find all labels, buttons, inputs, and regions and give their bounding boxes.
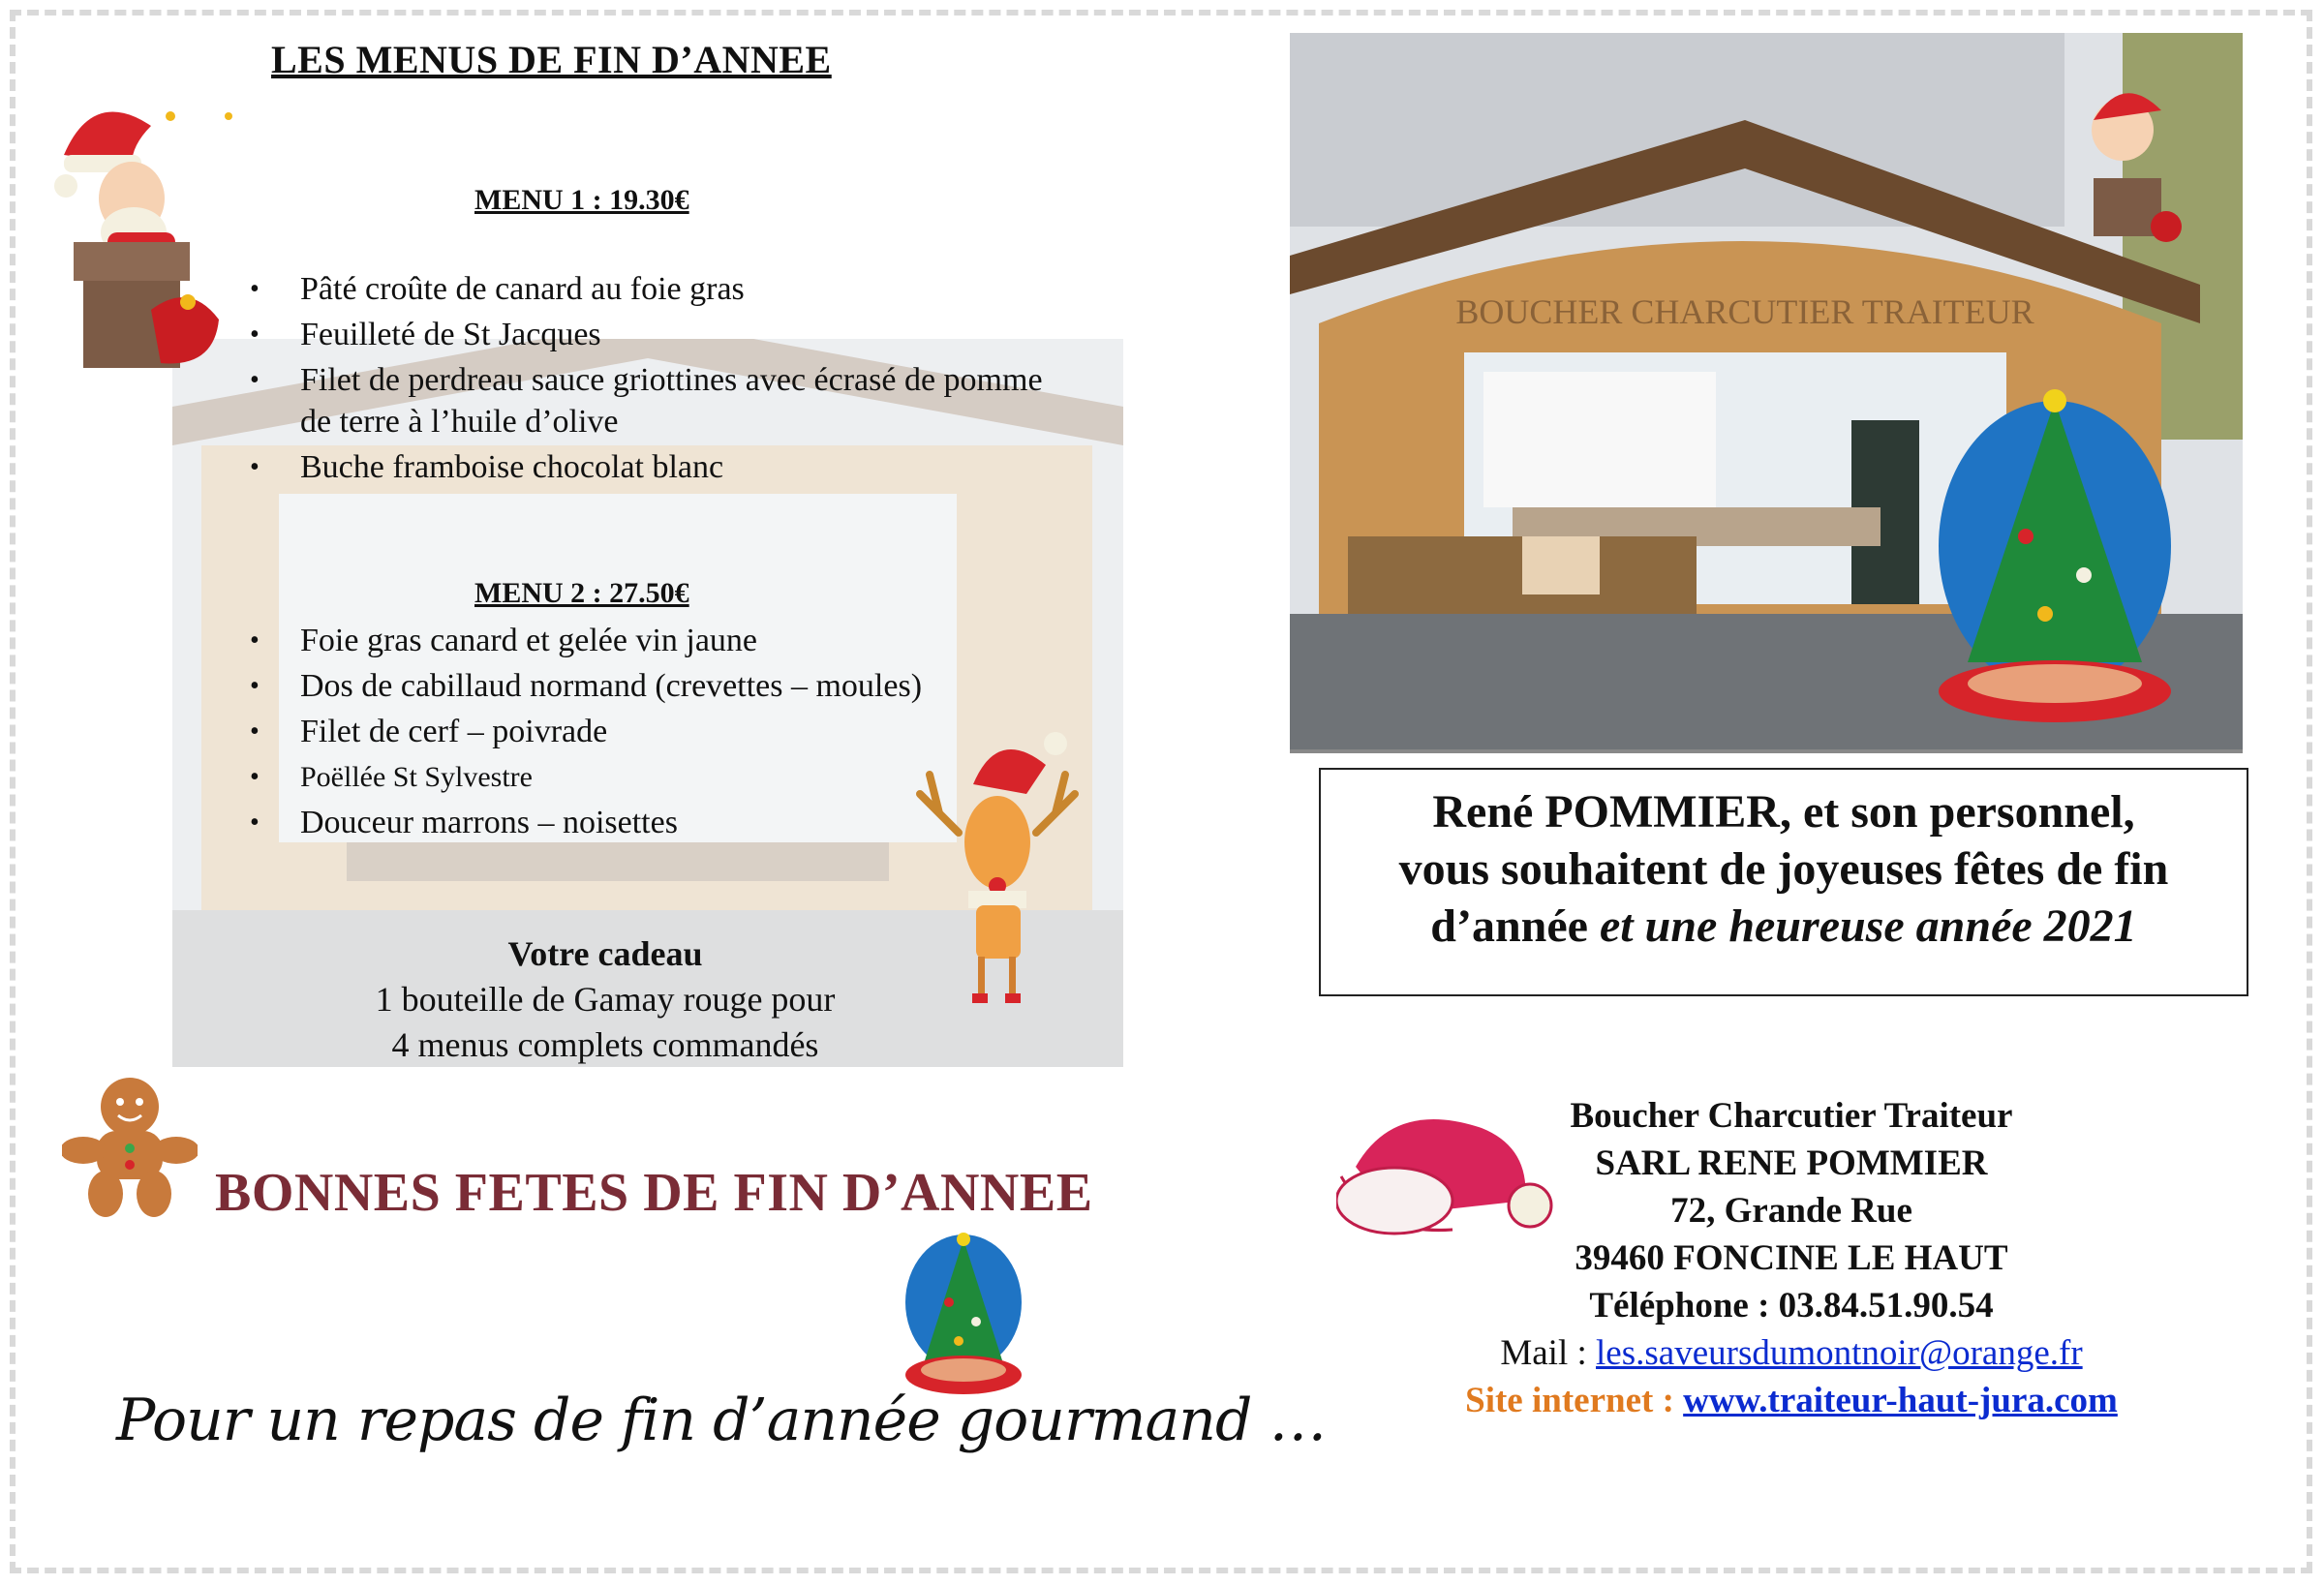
menu1-item: • Feuilleté de St Jacques	[300, 312, 1172, 357]
company-name: SARL RENE POMMIER	[1595, 1143, 1988, 1183]
wish-line-2: vous souhaitent de joyeuses fêtes de fin	[1398, 843, 2169, 895]
santa-chimney-icon	[45, 87, 238, 378]
menu1-item: • Buche framboise chocolat blanc	[300, 444, 1172, 490]
menu2-item: • Douceur marrons – noisettes	[300, 800, 1172, 845]
christmas-tree-globe-icon	[901, 1225, 1026, 1399]
menu1-item: • Pâté croûte de canard au foie gras	[300, 266, 1172, 312]
wishes-box	[1319, 768, 2248, 996]
menu1-item: • Filet de perdreau sauce griottines avec écrasé de pomme	[300, 357, 1172, 403]
wish-line-3	[1321, 898, 2247, 955]
wish-line-3a: d’année	[1430, 900, 1588, 952]
season-greeting: BONNES FETES DE FIN D’ANNEE	[215, 1163, 1093, 1223]
gift-block	[174, 931, 1036, 1068]
street-address: 72, Grande Rue	[1670, 1191, 1912, 1231]
menu2-item: • Dos de cabillaud normand (crevettes – moules)	[300, 663, 1172, 709]
contact-block	[1394, 1092, 2188, 1424]
mail-row	[1394, 1329, 2188, 1377]
gift-line-2: 4 menus complets commandés	[391, 1025, 819, 1064]
gift-line-1: 1 bouteille de Gamay rouge pour	[375, 980, 836, 1019]
menu2-item: • Poëllée St Sylvestre	[300, 754, 1172, 800]
business-type: Boucher Charcutier Traiteur	[1570, 1096, 2013, 1136]
gingerbread-icon	[62, 1073, 198, 1218]
phone-number: Téléphone : 03.84.51.90.54	[1589, 1286, 1994, 1326]
menu2-heading: MENU 2 : 27.50€	[474, 577, 689, 609]
menu1-heading: MENU 1 : 19.30€	[474, 184, 689, 216]
mail-label: Mail :	[1500, 1333, 1587, 1373]
shop-front-photo	[1290, 33, 2243, 753]
menus-title: LES MENUS DE FIN D’ANNEE	[271, 38, 832, 81]
shop-sign-text: BOUCHER CHARCUTIER TRAITEUR	[1455, 292, 2034, 331]
city-address: 39460 FONCINE LE HAUT	[1575, 1238, 2008, 1278]
menu1-list	[300, 266, 1172, 490]
wish-line-3b: et une heureuse année 2021	[1599, 900, 2137, 952]
menu2-item: • Filet de cerf – poivrade	[300, 709, 1172, 754]
mail-link[interactable]: les.saveursdumontnoir@orange.fr	[1596, 1333, 2083, 1373]
wish-line-1: René POMMIER, et son personnel,	[1432, 786, 2135, 838]
menu1-item-continued: de terre à l’huile d’olive	[300, 404, 619, 440]
menu2-item: • Foie gras canard et gelée vin jaune	[300, 618, 1172, 663]
gift-title: Votre cadeau	[507, 934, 703, 973]
website-link[interactable]: www.traiteur-haut-jura.com	[1683, 1381, 2118, 1420]
tagline: Pour un repas de fin d’année gourmand …	[116, 1387, 1327, 1454]
site-row	[1394, 1377, 2188, 1424]
site-label: Site internet :	[1465, 1381, 1674, 1420]
